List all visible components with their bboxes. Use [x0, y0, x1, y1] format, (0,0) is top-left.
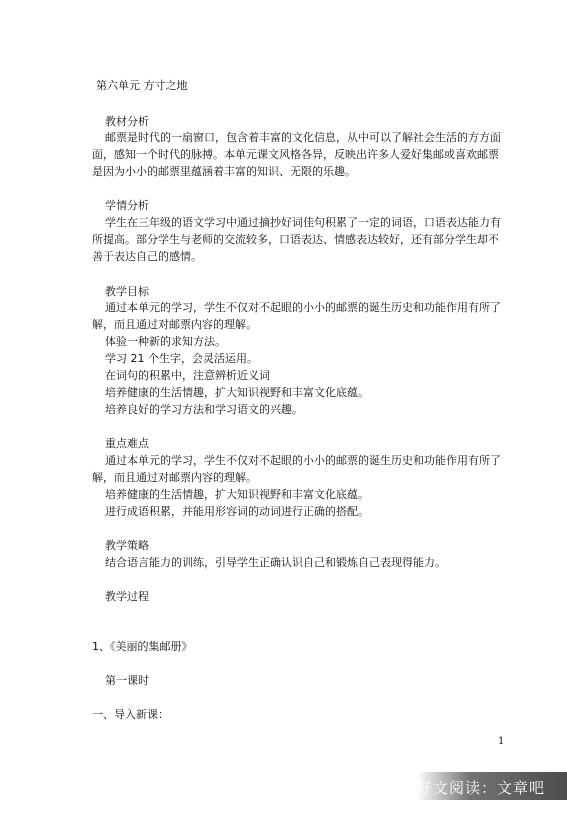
step-one-heading: 一、导入新课：	[92, 708, 169, 721]
key-points-line: 解，而且通过对邮票内容的理解。	[92, 471, 257, 484]
process-heading: 教学过程	[105, 590, 149, 603]
goals-line: 学习 21 个生字，会灵活运用。	[105, 352, 258, 365]
key-points-line: 进行成语积累，并能用形容词的动词进行正确的搭配。	[105, 505, 369, 518]
materials-heading: 教材分析	[105, 115, 149, 128]
students-line: 所提高。部分学生与老师的交流较多，口语表达、情感表达较好，还有部分学生却不	[92, 233, 499, 246]
materials-line: 面，感知一个时代的脉搏。本单元课文风格各异，反映出许多人爱好集邮或喜欢邮票	[92, 148, 499, 161]
students-line: 学生在三年级的语文学习中通过摘抄好词佳句积累了一定的词语，口语表达能力有	[105, 216, 501, 229]
watermark-banner	[417, 772, 567, 818]
goals-line: 培养良好的学习方法和学习语文的兴趣。	[105, 403, 303, 416]
materials-line: 邮票是时代的一扇窗口，包含着丰富的文化信息，从中可以了解社会生活的方方面	[105, 131, 501, 144]
key-points-heading: 重点难点	[105, 437, 149, 450]
strategy-heading: 教学策略	[105, 539, 149, 552]
lesson-period: 第一课时	[105, 674, 149, 687]
students-line: 善于表达自己的感情。	[92, 250, 202, 263]
goals-line: 在词句的积累中，注意辨析近义词	[105, 369, 270, 382]
strategy-line: 结合语言能力的训练，引导学生正确认识自己和锻炼自己表现得能力。	[105, 556, 446, 569]
goals-line: 体验一种新的求知方法。	[105, 335, 226, 348]
materials-line: 是因为小小的邮票里蕴涵着丰富的知识、无限的乐趣。	[92, 165, 356, 178]
watermark-text: 好文阅读：文章吧网	[417, 779, 546, 818]
page-number: 1	[498, 736, 505, 747]
document-title: 第六单元 方寸之地	[96, 79, 188, 92]
lesson-title: 1、《美丽的集邮册》	[92, 640, 193, 653]
goals-line: 培养健康的生活情趣，扩大知识视野和丰富文化底蕴。	[105, 386, 369, 399]
students-heading: 学情分析	[105, 199, 149, 212]
key-points-line: 通过本单元的学习，学生不仅对不起眼的小小的邮票的诞生历史和功能作用有所了	[105, 454, 501, 467]
key-points-line: 培养健康的生活情趣，扩大知识视野和丰富文化底蕴。	[105, 488, 369, 501]
goals-line: 解，而且通过对邮票内容的理解。	[92, 318, 257, 331]
goals-heading: 教学目标	[105, 285, 149, 298]
goals-line: 通过本单元的学习，学生不仅对不起眼的小小的邮票的诞生历史和功能作用有所了	[105, 301, 501, 314]
